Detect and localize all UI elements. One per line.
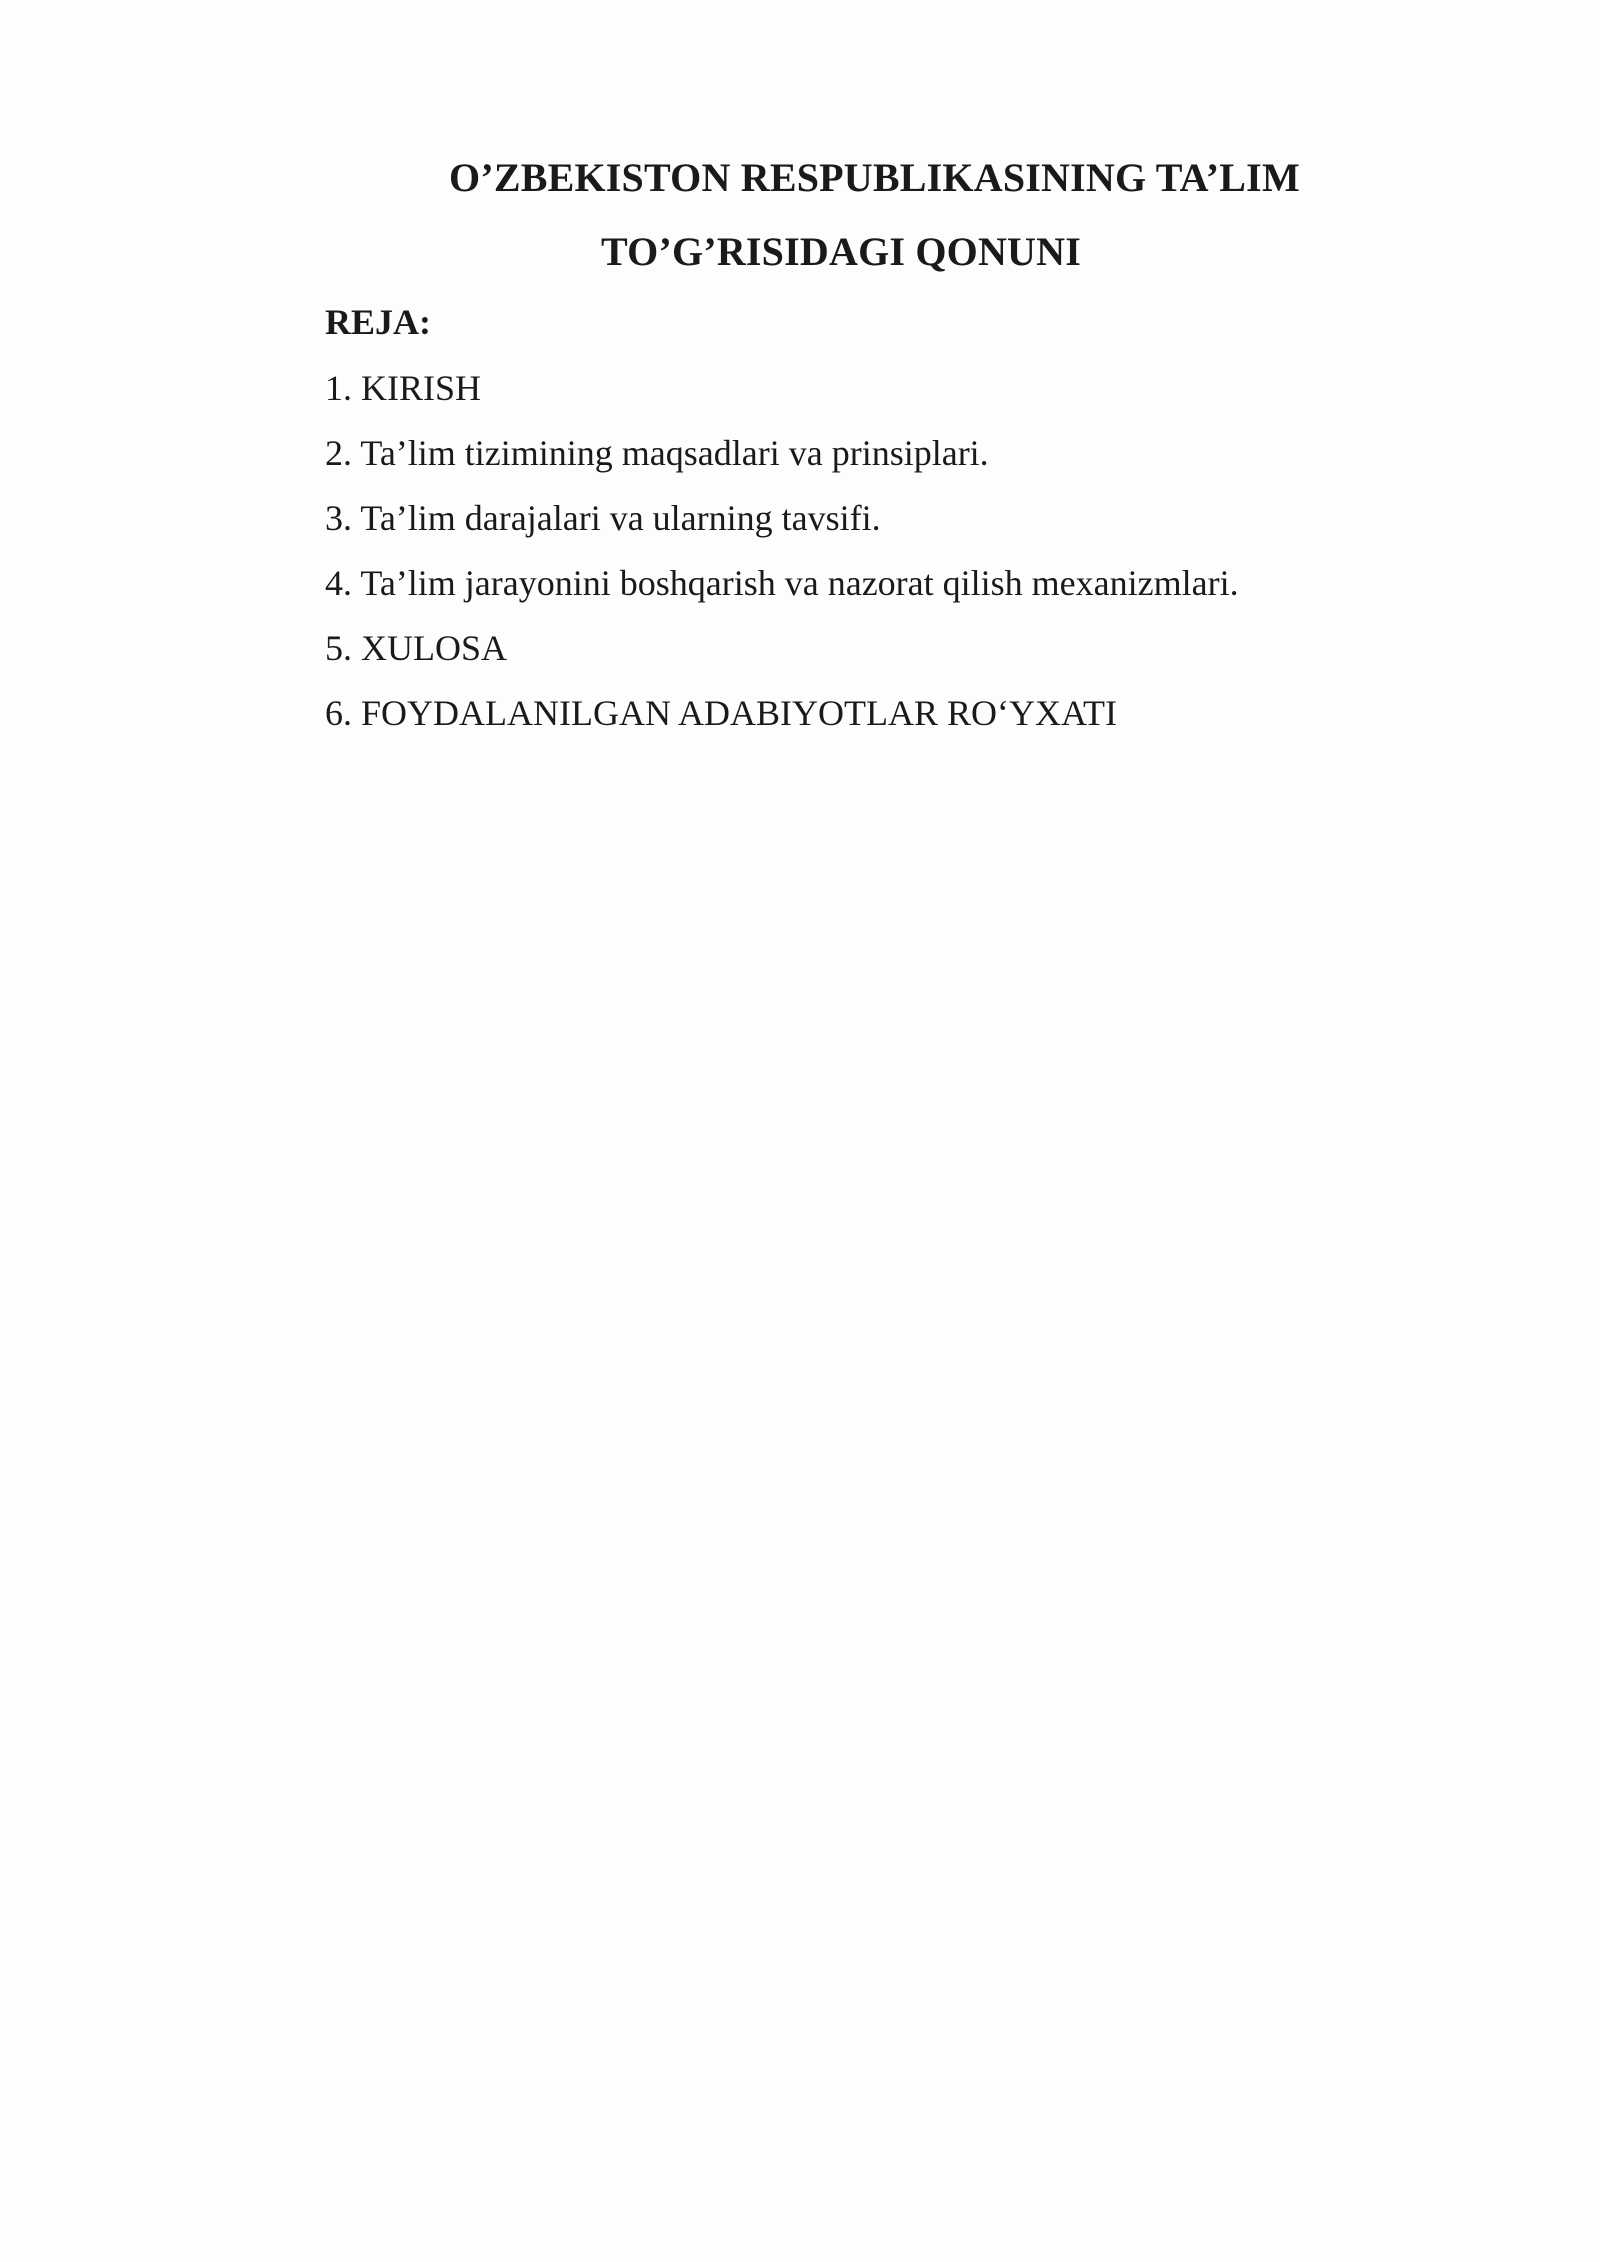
plan-item-conclusion: 5. XULOSA (325, 628, 508, 668)
document-title-line-1: O’ZBEKISTON RESPUBLIKASINING TA’LIM (449, 155, 1300, 200)
plan-heading: REJA: (325, 302, 431, 342)
plan-item-goals-principles: 2. Ta’lim tizimining maqsadlari va prinsiplari. (325, 433, 989, 473)
plan-item-introduction: 1. KIRISH (325, 368, 482, 408)
plan-item-references: 6. FOYDALANILGAN ADABIYOTLAR RO‘YXATI (325, 693, 1117, 733)
plan-item-management-control: 4. Ta’lim jarayonini boshqarish va nazorat qilish mexanizmlari. (325, 563, 1239, 603)
plan-list (325, 366, 1239, 756)
plan-item-education-levels: 3. Ta’lim darajalari va ularning tavsifi. (325, 498, 881, 538)
document-title-line-2: TO’G’RISIDAGI QONUNI (601, 229, 1081, 274)
